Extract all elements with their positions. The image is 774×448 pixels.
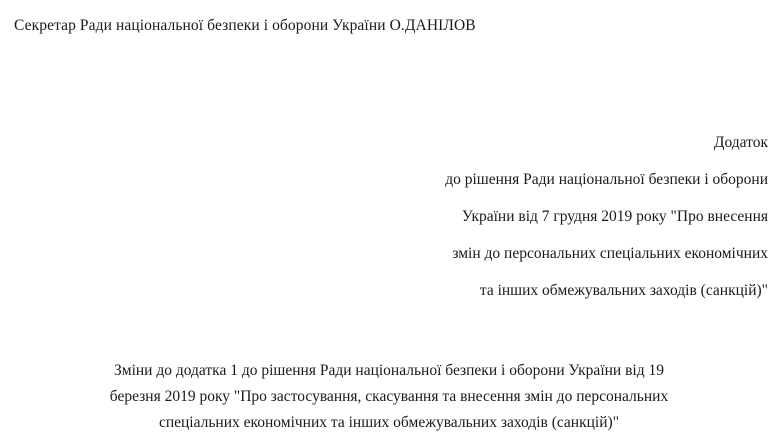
document-body-block: [14, 358, 764, 436]
annex-line-4: змін до персональних спеціальних економічних: [452, 245, 768, 262]
annex-heading-block: [14, 124, 770, 309]
annex-line-1: Додаток: [713, 134, 768, 151]
body-line-3: спеціальних економічних та інших обмежувальних заходів (санкцій)": [158, 414, 620, 431]
signature-line: Секретар Ради національної безпеки і оборони України О.ДАНІЛОВ: [14, 17, 476, 34]
body-line-2: березня 2019 року "Про застосування, скасування та внесення змін до персональних: [109, 388, 669, 405]
annex-line-3: України від 7 грудня 2019 року "Про внесення: [461, 208, 768, 225]
annex-line-5: та інших обмежувальних заходів (санкцій)": [479, 282, 768, 299]
annex-line-2: до рішення Ради національної безпеки і оборони: [445, 171, 768, 188]
body-line-1: Зміни до додатка 1 до рішення Ради національної безпеки і оборони України від 19: [114, 362, 664, 379]
